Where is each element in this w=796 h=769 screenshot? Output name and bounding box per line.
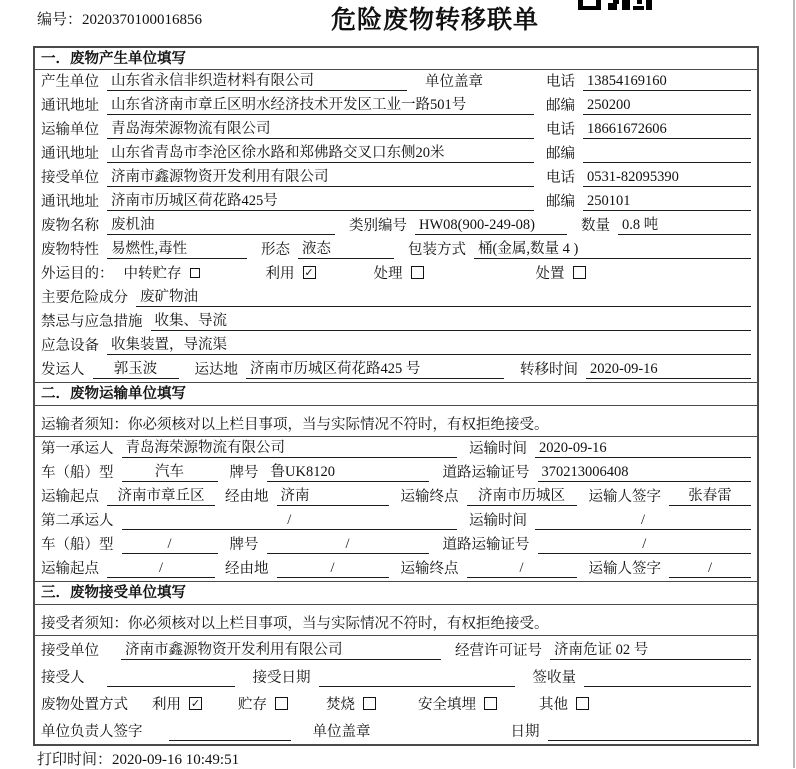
transporter-address-value: 山东省青岛市李沧区徐水路和郑佛路交叉口东侧20米 bbox=[107, 141, 534, 163]
form-state-value: 液态 bbox=[298, 237, 394, 259]
print-time-label: 打印时间： bbox=[37, 752, 113, 768]
route-start-value: 济南市章丘区 bbox=[107, 484, 215, 506]
row-hazard-component bbox=[35, 286, 757, 310]
receiver-post-value: 250101 bbox=[583, 193, 751, 211]
receiver-value: 济南市鑫源物资开发利用有限公司 bbox=[107, 165, 534, 187]
transport-time-value: 2020-09-16 bbox=[535, 440, 751, 458]
packing-label: 包装方式 bbox=[408, 242, 466, 258]
transport-time-label: 运输时间 bbox=[469, 441, 527, 457]
waste-character-label: 废物特性 bbox=[41, 242, 99, 258]
purpose-option-storage bbox=[124, 262, 200, 283]
row-waste-name bbox=[35, 214, 757, 238]
permit-value: 济南危证 02 号 bbox=[550, 638, 751, 660]
transporter-value: 青岛海荣源物流有限公司 bbox=[107, 117, 534, 139]
row-transporter-left bbox=[41, 117, 546, 139]
emergency-equipment-label: 应急设备 bbox=[41, 338, 99, 354]
hazardous-waste-transfer-form bbox=[33, 46, 759, 746]
plate-label: 牌号 bbox=[229, 465, 259, 481]
receiver-post-label: 邮编 bbox=[546, 194, 575, 210]
row-dispatcher bbox=[35, 358, 757, 382]
disposal-option-utilize-label: 利用 bbox=[152, 697, 181, 713]
row-taboo-measures bbox=[35, 310, 757, 334]
row-vehicle-2 bbox=[35, 533, 757, 557]
waste-character-value: 易燃性,毒性 bbox=[107, 237, 247, 259]
carrier-sign2-label: 运输人签字 bbox=[588, 561, 661, 577]
row-transporter bbox=[35, 118, 757, 142]
route-start-label: 运输起点 bbox=[41, 489, 99, 505]
transporter-notice: 运输者须知：你必须核对以上栏目事项，当与实际情况不符时，有权拒绝接受。 bbox=[35, 406, 757, 437]
packing-value: 桶(金属,数量 4 ) bbox=[474, 237, 751, 259]
first-carrier-label: 第一承运人 bbox=[41, 441, 114, 457]
section3-header: 三．废物接受单位填写 bbox=[35, 581, 757, 605]
receiver-notice: 接受者须知：你必须核对以上栏目事项，当与实际情况不符时，有权拒绝接受。 bbox=[35, 605, 757, 636]
checkbox-icon bbox=[190, 268, 200, 278]
purpose-option-utilize-label: 利用 bbox=[265, 266, 295, 282]
hazard-component-value: 废矿物油 bbox=[136, 285, 751, 307]
taboo-measures-value: 收集、导流 bbox=[151, 309, 752, 331]
destination-label: 运达地 bbox=[194, 362, 238, 378]
route-end2-label: 运输终点 bbox=[400, 561, 459, 577]
row-route-1 bbox=[35, 485, 757, 509]
page-title: 危险废物转移联单 bbox=[330, 6, 539, 34]
purpose-option-storage-label: 中转贮存 bbox=[123, 266, 182, 282]
checkbox-icon bbox=[573, 266, 586, 279]
row-second-carrier-left bbox=[41, 509, 469, 530]
plate-value: 鲁UK8120 bbox=[267, 460, 429, 482]
carrier-sign-label: 运输人签字 bbox=[588, 489, 661, 505]
dispatcher-label: 发运人 bbox=[41, 362, 85, 378]
accept-unit-value: 济南市鑫源物资开发利用有限公司 bbox=[121, 638, 441, 660]
row-producer-address-left bbox=[41, 93, 546, 115]
route-via-value: 济南 bbox=[277, 484, 389, 506]
document-number-value: 2020370100016856 bbox=[82, 12, 203, 28]
first-carrier-value: 青岛海荣源物流有限公司 bbox=[122, 436, 458, 458]
receiver-phone-value: 0531-82095390 bbox=[583, 169, 751, 187]
road-license2-label: 道路运输证号 bbox=[442, 537, 530, 553]
vehicle-type2-label: 车（船）型 bbox=[41, 537, 114, 553]
route-end-label: 运输终点 bbox=[400, 489, 459, 505]
checkbox-icon bbox=[275, 697, 288, 710]
checkbox-checked-icon: ✓ bbox=[190, 697, 201, 710]
row-producer-left bbox=[41, 69, 546, 91]
waste-name-label: 废物名称 bbox=[41, 218, 99, 234]
transporter-phone-value: 18661672606 bbox=[583, 121, 751, 139]
transporter-unit-label: 运输单位 bbox=[41, 122, 99, 138]
permit-label: 经营许可证号 bbox=[455, 643, 542, 659]
row-receiver-address-left bbox=[41, 189, 546, 211]
waste-name-value: 废机油 bbox=[107, 213, 335, 235]
disposal-option-incinerate-label: 焚烧 bbox=[326, 697, 355, 713]
row-emergency-equipment bbox=[35, 334, 757, 358]
received-qty-label: 签收量 bbox=[532, 670, 576, 686]
route-via2-value: / bbox=[277, 560, 389, 578]
second-carrier-value: / bbox=[122, 512, 458, 530]
producer-value: 山东省永信非织造材料有限公司 bbox=[107, 69, 407, 91]
receiver-phone-label: 电话 bbox=[546, 170, 575, 186]
row-first-carrier bbox=[35, 437, 757, 461]
transport-time2-label: 运输时间 bbox=[469, 513, 527, 529]
plate2-label: 牌号 bbox=[229, 537, 259, 553]
checkbox-icon bbox=[484, 697, 497, 710]
destination-value: 济南市历城区荷花路425 号 bbox=[246, 357, 504, 379]
transfer-time-label: 转移时间 bbox=[520, 362, 578, 378]
row-acceptor bbox=[35, 663, 757, 690]
row-transporter-address-left bbox=[41, 141, 546, 163]
purpose-option-treat-label: 处理 bbox=[373, 266, 403, 282]
carrier-sign-value: 张春雷 bbox=[669, 484, 751, 506]
seal-label: 单位盖章 bbox=[425, 74, 483, 90]
quantity-value: 0.8 吨 bbox=[618, 213, 751, 235]
row-producer-address bbox=[35, 94, 757, 118]
taboo-measures-label: 禁忌与应急措施 bbox=[41, 314, 143, 330]
producer-post-value: 250200 bbox=[583, 97, 751, 115]
row-waste-character bbox=[35, 238, 757, 262]
row-vehicle-1 bbox=[35, 461, 757, 485]
disposal-option-other bbox=[539, 693, 589, 714]
category-code-label: 类别编号 bbox=[349, 218, 407, 234]
row-route-2 bbox=[35, 557, 757, 581]
category-code-value: HW08(900-249-08) bbox=[415, 217, 567, 235]
row-receiver-address bbox=[35, 190, 757, 214]
transporter-phone-label: 电话 bbox=[546, 122, 575, 138]
route-start2-value: / bbox=[107, 560, 215, 578]
producer-phone-value: 13854169160 bbox=[583, 73, 751, 91]
transporter-address-label: 通讯地址 bbox=[41, 146, 99, 162]
vehicle-type2-value: / bbox=[122, 536, 218, 554]
producer-post-label: 邮编 bbox=[546, 98, 575, 114]
disposal-option-other-label: 其他 bbox=[539, 697, 568, 713]
transfer-time-value: 2020-09-16 bbox=[586, 361, 751, 379]
unit-seal-label: 单位盖章 bbox=[312, 724, 371, 740]
checkbox-icon bbox=[411, 266, 424, 279]
dispatcher-value: 郭玉波 bbox=[93, 357, 179, 379]
row-producer bbox=[35, 70, 757, 94]
row-second-carrier bbox=[35, 509, 757, 533]
row-receiver bbox=[35, 166, 757, 190]
document-number bbox=[37, 8, 202, 29]
producer-address-value: 山东省济南市章丘区明水经济技术开发区工业一路501号 bbox=[107, 93, 534, 115]
disposal-option-store-label: 贮存 bbox=[238, 697, 267, 713]
plate2-value: / bbox=[267, 536, 429, 554]
received-qty-value bbox=[584, 670, 751, 687]
purpose-option-treat bbox=[374, 262, 424, 283]
section2-header: 二．废物运输单位填写 bbox=[35, 382, 757, 406]
row-disposal-method bbox=[35, 690, 757, 717]
print-time-value: 2020-09-16 10:49:51 bbox=[112, 752, 240, 768]
route-end-value: 济南市历城区 bbox=[467, 484, 577, 506]
accept-unit-label: 接受单位 bbox=[41, 643, 99, 659]
responsible-sign-value bbox=[169, 724, 291, 741]
row-transfer-purpose bbox=[35, 262, 757, 286]
vehicle-type-value: 汽车 bbox=[122, 460, 218, 482]
disposal-option-landfill bbox=[418, 693, 497, 714]
form-state-label: 形态 bbox=[261, 242, 290, 258]
transporter-post-value bbox=[583, 146, 751, 163]
row-responsible-signature bbox=[35, 717, 757, 744]
hazard-component-label: 主要危险成分 bbox=[41, 290, 128, 306]
transport-time2-value: / bbox=[535, 512, 751, 530]
producer-phone-label: 电话 bbox=[546, 74, 575, 90]
route-via2-label: 经由地 bbox=[225, 561, 269, 577]
road-license-label: 道路运输证号 bbox=[442, 465, 530, 481]
emergency-equipment-value: 收集装置，导流渠 bbox=[107, 333, 751, 355]
disposal-option-landfill-label: 安全填埋 bbox=[418, 697, 476, 713]
purpose-option-dispose-label: 处置 bbox=[535, 266, 565, 282]
acceptor-value bbox=[107, 670, 235, 687]
disposal-option-incinerate bbox=[326, 693, 376, 714]
row-transporter-address bbox=[35, 142, 757, 166]
accept-date-value bbox=[319, 670, 515, 687]
route-start2-label: 运输起点 bbox=[41, 561, 99, 577]
checkbox-checked-icon: ✓ bbox=[304, 266, 314, 279]
transporter-post-label: 邮编 bbox=[546, 146, 575, 162]
row-accept-unit bbox=[35, 636, 757, 663]
disposal-method-label: 废物处置方式 bbox=[41, 697, 128, 713]
receiver-address-value: 济南市历城区荷花路425号 bbox=[107, 189, 534, 211]
responsible-sign-label: 单位负责人签字 bbox=[41, 724, 143, 740]
route-end2-value: / bbox=[467, 560, 577, 578]
receiver-label: 接受单位 bbox=[41, 170, 99, 186]
producer-label: 产生单位 bbox=[41, 74, 99, 90]
receiver-address-label: 通讯地址 bbox=[41, 194, 99, 210]
accept-date-label: 接受日期 bbox=[252, 670, 311, 686]
purpose-option-dispose bbox=[536, 262, 586, 283]
second-carrier-label: 第二承运人 bbox=[41, 513, 114, 529]
section1-header: 一．废物产生单位填写 bbox=[35, 48, 757, 70]
qr-code-fragment bbox=[578, 0, 652, 10]
carrier-sign2-value: / bbox=[669, 560, 751, 578]
transfer-purpose-label: 外运目的： bbox=[41, 266, 114, 282]
page-edge-divider bbox=[793, 0, 795, 768]
document-number-label: 编号： bbox=[37, 12, 83, 28]
checkbox-icon bbox=[576, 697, 589, 710]
acceptor-label: 接受人 bbox=[41, 670, 85, 686]
road-license2-value: / bbox=[538, 536, 752, 554]
vehicle-type-label: 车（船）型 bbox=[41, 465, 114, 481]
disposal-option-store bbox=[238, 693, 288, 714]
route-via-label: 经由地 bbox=[225, 489, 269, 505]
checkbox-icon bbox=[363, 697, 376, 710]
print-time bbox=[37, 748, 239, 769]
row-first-carrier-left bbox=[41, 436, 469, 458]
sign-date-label: 日期 bbox=[510, 724, 540, 740]
quantity-label: 数量 bbox=[581, 218, 610, 234]
row-receiver-left bbox=[41, 165, 546, 187]
disposal-option-utilize bbox=[152, 693, 202, 714]
sign-date-value bbox=[548, 724, 752, 741]
purpose-option-utilize bbox=[266, 262, 316, 283]
producer-address-label: 通讯地址 bbox=[41, 98, 99, 114]
road-license-value: 370213006408 bbox=[538, 464, 752, 482]
